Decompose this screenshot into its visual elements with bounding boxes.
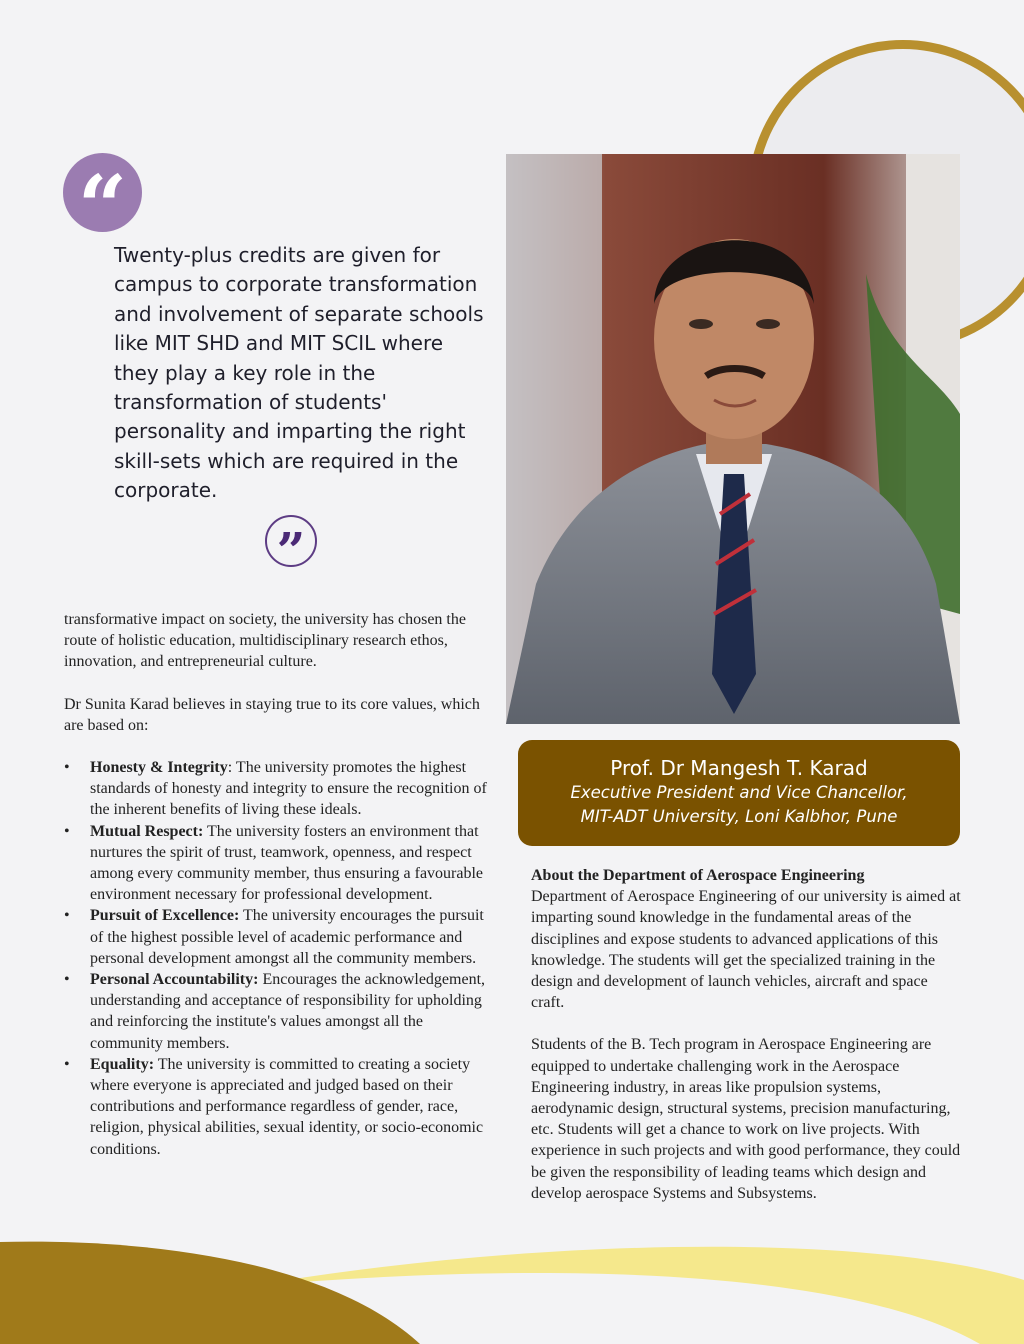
department-heading: About the Department of Aerospace Engineering xyxy=(531,867,865,884)
value-title: Honesty & Integrity xyxy=(90,759,228,777)
value-text: The university fosters an environment that nurtures the spirit of trust, teamwork, openness, and respect among every community member, thus ensuring a favourable environment necessary for professional development. xyxy=(90,822,484,904)
open-quote-icon: “ xyxy=(63,153,142,232)
core-values-list xyxy=(64,757,494,1160)
person-role-line2: MIT-ADT University, Loni Kalbhor, Pune xyxy=(580,807,898,826)
person-role-line1: Executive President and Vice Chancellor, xyxy=(570,783,908,802)
close-quote-icon: ” xyxy=(265,515,317,567)
value-text: Encourages the acknowledgement, understanding and acceptance of responsibility for upholding and reinforcing the institute's values amongst all the community members. xyxy=(90,971,486,1052)
value-item-respect xyxy=(64,821,494,906)
department-section xyxy=(531,865,963,1013)
department-paragraph-1: Department of Aerospace Engineering of our university is aimed at imparting sound knowledge in the fundamental areas of the disciplines and expose students to advanced applications of this knowledge. The students will get the specialized training in the design and development of launch vehicles, aircraft and space craft. xyxy=(531,888,961,1012)
pull-quote-text: Twenty-plus credits are given for campus to corporate transformation and involvement of separate schools like MIT SHD and MIT SCIL where they play a key role in the transformation of students' personality and imparting the right skill-sets which are required in the corporate. xyxy=(114,243,484,503)
department-paragraph-2: Students of the B. Tech program in Aerospace Engineering are equipped to undertake challenging work in the Aerospace Engineering industry, in areas like propulsion systems, aerodynamic design, structural systems, precision manufacturing, etc. Students will get a chance to work on live projects. With experience in such projects and with good performance, they could be given the responsibility of leading teams which design and develop aerospace Systems and Subsystems. xyxy=(531,1036,961,1202)
decorative-bottom-waves xyxy=(0,1230,1024,1344)
value-text: The university encourages the pursuit of the highest possible level of academic performance and personal development amongst all the community members. xyxy=(90,907,484,967)
value-item-honesty xyxy=(64,757,494,821)
values-intro-paragraph: Dr Sunita Karad believes in staying true to its core values, which are based on: xyxy=(64,695,480,734)
right-column xyxy=(531,865,963,1225)
value-text: The university is committed to creating a society where everyone is appreciated and judged based on their contributions and performance regardless of gender, race, religion, physical abilities, sexual identity, or socio-economic conditions. xyxy=(90,1055,484,1158)
value-title: Mutual Respect: xyxy=(90,822,204,840)
person-name: Prof. Dr Mangesh T. Karad xyxy=(610,756,868,780)
value-title: Pursuit of Excellence: xyxy=(90,907,240,925)
portrait-photo xyxy=(506,154,960,724)
intro-paragraph: transformative impact on society, the university has chosen the route of holistic education, multidisciplinary research ethos, innovation, and entrepreneurial culture. xyxy=(64,611,466,671)
value-title: Personal Accountability: xyxy=(90,971,259,989)
portrait-illustration xyxy=(506,154,960,724)
value-item-equality xyxy=(64,1054,494,1160)
value-text: : The university promotes the highest standards of honesty and integrity to ensure the recognition of the inherent benefits of living these ideals. xyxy=(90,759,487,819)
value-item-excellence xyxy=(64,905,494,969)
value-item-accountability xyxy=(64,969,494,1054)
left-column xyxy=(64,609,494,1160)
person-caption-box xyxy=(518,740,960,846)
value-title: Equality: xyxy=(90,1055,155,1073)
